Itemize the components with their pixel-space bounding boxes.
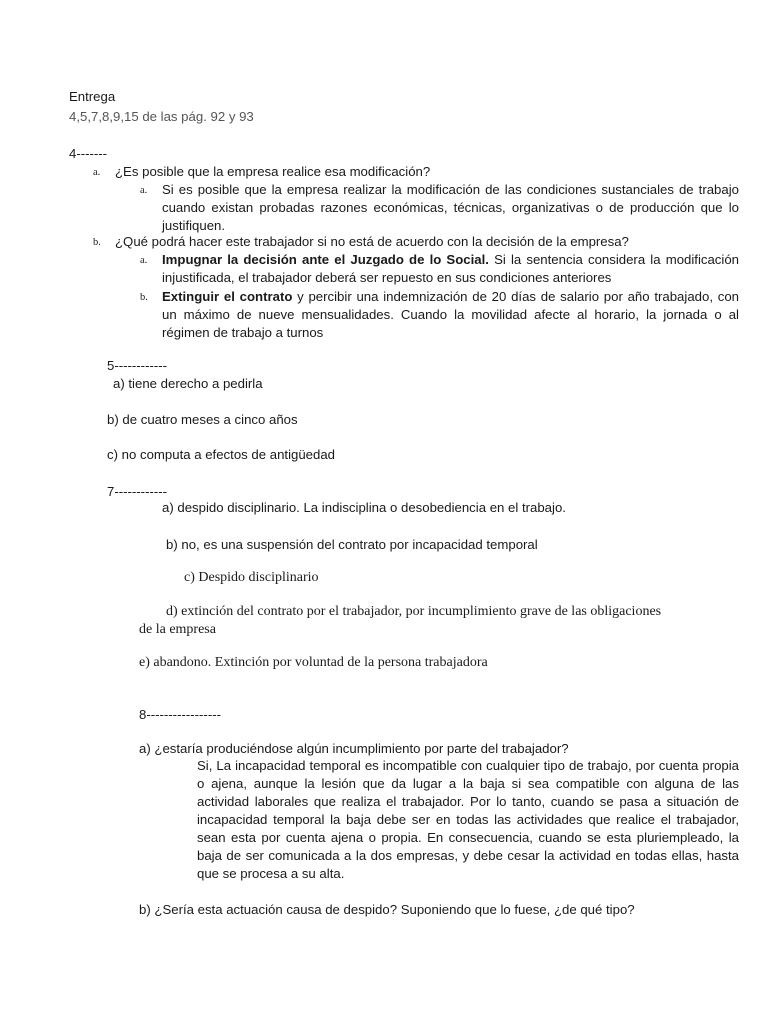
- q7-answer-e: e) abandono. Extinción por voluntad de la persona trabajadora: [139, 655, 488, 670]
- page-title: Entrega: [69, 89, 116, 104]
- q8-heading: 8-----------------: [139, 707, 221, 722]
- page-subtitle: 4,5,7,8,9,15 de las pág. 92 y 93: [69, 109, 254, 124]
- q4b-option2-marker: b.: [140, 292, 148, 303]
- q4b-option1-text: Si la sentencia considera la modificación injustificada, el trabajador deberá ser repuesto en sus condiciones anteriores: [162, 252, 740, 285]
- q4b-option1-marker: a.: [140, 255, 148, 266]
- q4b-option2-text: y percibir una indemnización de 20 días de salario por año trabajado, con un máximo de nueve mensualidades. Cuando la movilidad afecte al horario, la jornada o al régimen de trabajo a turnos: [162, 289, 739, 340]
- q8-question-a: a) ¿estaría produciéndose algún incumplimiento por parte del trabajador?: [139, 741, 569, 756]
- q5-answer-a: a) tiene derecho a pedirla: [113, 376, 263, 391]
- q5-answer-b: b) de cuatro meses a cinco años: [107, 412, 298, 427]
- q5-answer-c: c) no computa a efectos de antigüedad: [107, 447, 336, 462]
- q4a-marker: a.: [93, 167, 101, 178]
- q5-heading: 5------------: [107, 358, 168, 373]
- q4b-option2-bold: Extinguir el contrato: [162, 289, 293, 304]
- q4b-marker: b.: [93, 237, 101, 248]
- q7-answer-d-line1: d) extinción del contrato por el trabajador, por incumplimiento grave de las obligaciones: [166, 604, 662, 619]
- q7-heading: 7------------: [107, 484, 168, 499]
- q4-heading: 4-------: [69, 146, 108, 161]
- q8-question-b: b) ¿Sería esta actuación causa de despido? Suponiendo que lo fuese, ¿de qué tipo?: [139, 902, 635, 917]
- q4a-answer-marker: a.: [140, 185, 148, 196]
- q4a-question: ¿Es posible que la empresa realice esa modificación?: [115, 164, 431, 179]
- q4b-question: ¿Qué podrá hacer este trabajador si no está de acuerdo con la decisión de la empresa?: [115, 234, 629, 249]
- q4a-answer: Si es posible que la empresa realizar la modificación de las condiciones sustanciales de trabajo cuando existan probadas razones económicas, técnicas, organizativas o de producción que lo justifiquen.: [162, 182, 739, 233]
- q7-answer-b: b) no, es una suspensión del contrato por incapacidad temporal: [166, 537, 538, 552]
- q7-answer-d-line2: de la empresa: [139, 622, 216, 637]
- q7-answer-a: a) despido disciplinario. La indisciplina o desobediencia en el trabajo.: [162, 500, 566, 515]
- q8-answer-a: Si, La incapacidad temporal es incompatible con cualquier tipo de trabajo, por cuenta propia o ajena, aunque la lesión que da lugar a la baja si sea compatible con alguna de las actividad laborales que realiza el trabajador. Por lo tanto, cuando se pasa a situación de incapacidad temporal la baja debe ser en todas las actividades que realice el trabajador, sean esta por cuenta ajena o propia. En consecuencia, cuando se esta pluriempleado, la baja de ser comunicada a la dos empresas, y debe cesar la actividad en todas ellas, hasta que se procesa a su alta.: [197, 758, 739, 881]
- q4b-option2: [162, 288, 739, 342]
- q4b-option1: [162, 251, 739, 287]
- q4b-option1-bold: Impugnar la decisión ante el Juzgado de lo Social.: [162, 252, 489, 267]
- q7-answer-c: c) Despido disciplinario: [184, 570, 319, 585]
